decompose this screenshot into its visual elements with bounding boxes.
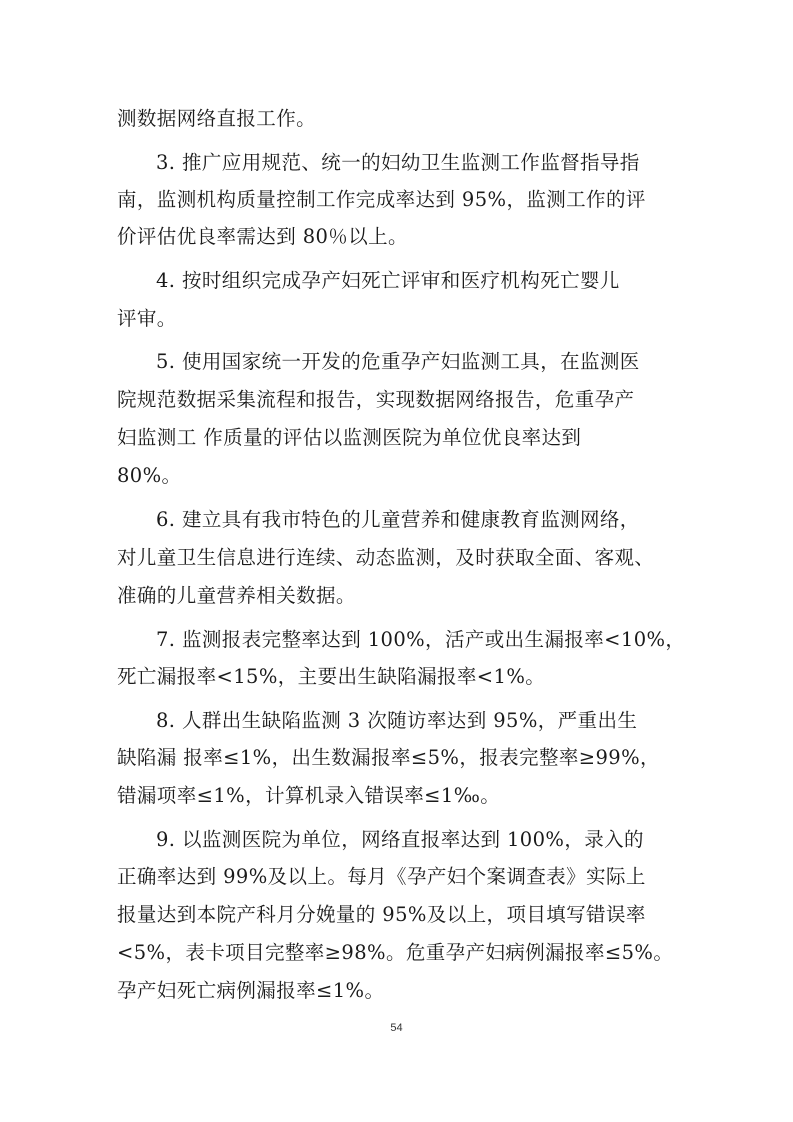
paragraph-line: <5%，表卡项目完整率≥98%。危重孕产妇病例漏报率≤5%。 [117,941,674,964]
paragraph-line: 评审。 [117,307,177,330]
paragraph-line: 3. 推广应用规范、统一的妇幼卫生监测工作监督指导指 [156,151,640,174]
paragraph-line: 南，监测机构质量控制工作完成率达到 95%，监测工作的评 [117,188,646,211]
paragraph-line: 价评估优良率需达到 80％以上。 [117,225,408,248]
paragraph-line: 正确率达到 99%及以上。每月《孕产妇个案调查表》实际上 [117,865,646,888]
paragraph-line: 80%。 [117,464,182,487]
paragraph-line: 错漏项率≤1%，计算机录入错误率≤1‰。 [117,784,501,807]
paragraph-line: 5. 使用国家统一开发的危重孕产妇监测工具，在监测医 [156,350,640,373]
paragraph-line: 缺陷漏 报率≤1%，出生数漏报率≤5%，报表完整率≥99%， [117,746,660,769]
paragraph-line: 9. 以监测医院为单位，网络直报率达到 100%，录入的 [156,828,644,851]
paragraph-line: 孕产妇死亡病例漏报率≤1%。 [117,979,385,1002]
paragraph-line: 测数据网络直报工作。 [117,107,317,130]
paragraph-line: 6. 建立具有我市特色的儿童营养和健康教育监测网络， [156,508,640,531]
paragraph-line: 对儿童卫生信息进行连续、动态监测，及时获取全面、客观、 [117,546,655,569]
paragraph-line: 报量达到本院产科月分娩量的 95%及以上，项目填写错误率 [117,903,646,926]
paragraph-line: 准确的儿童营养相关数据。 [117,584,356,607]
paragraph-line: 院规范数据采集流程和报告，实现数据网络报告，危重孕产 [117,388,635,411]
paragraph-line: 4. 按时组织完成孕产妇死亡评审和医疗机构死亡婴儿 [156,269,620,292]
paragraph-line: 妇监测工 作质量的评估以监测医院为单位优良率达到 [117,426,582,449]
paragraph-line: 死亡漏报率<15%，主要出生缺陷漏报率<1%。 [117,665,546,688]
paragraph-line: 8. 人群出生缺陷监测 3 次随访率达到 95%，严重出生 [156,709,638,732]
paragraph-line: 7. 监测报表完整率达到 100%，活产或出生漏报率<10%， [156,628,686,651]
page-number: 54 [390,1022,403,1034]
